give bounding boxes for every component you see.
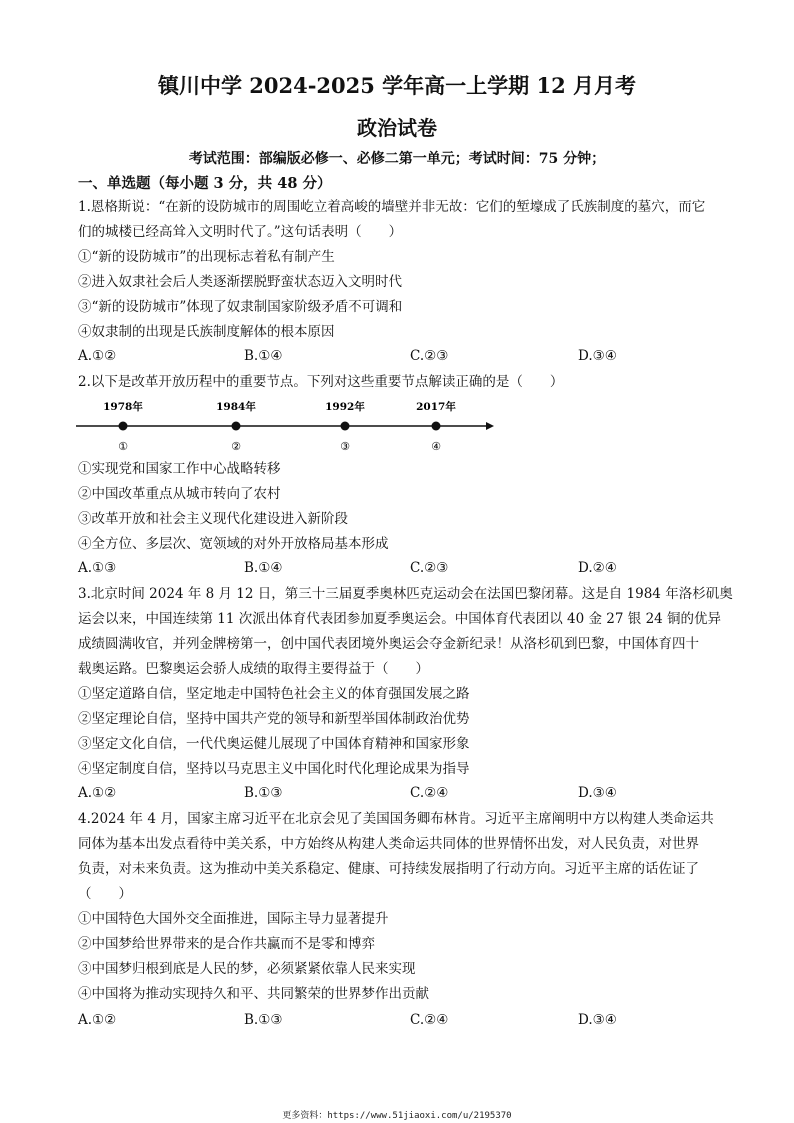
question-4-item-1: ①中国特色大国外交全面推进，国际主导力显著提升 xyxy=(78,911,389,927)
timeline-mark-4: ④ xyxy=(431,440,441,453)
option-d[interactable]: D.③④ xyxy=(578,1012,617,1028)
reform-timeline xyxy=(76,396,496,456)
option-b[interactable]: B.①③ xyxy=(244,1012,283,1028)
question-3-item-1: ①坚定道路自信，坚定地走中国特色社会主义的体育强国发展之路 xyxy=(78,686,470,702)
timeline-dot-1 xyxy=(119,422,128,431)
question-2-item-2: ②中国改革重点从城市转向了农村 xyxy=(78,486,281,502)
timeline-mark-3: ③ xyxy=(340,440,350,453)
question-4-item-2: ②中国梦给世界带来的是合作共赢而不是零和博弈 xyxy=(78,936,375,952)
question-1-item-3: ③“新的设防城市”体现了奴隶制国家阶级矛盾不可调和 xyxy=(78,299,403,315)
option-b[interactable]: B.①④ xyxy=(244,560,283,576)
question-3-line-3: 成绩圆满收官，并列金牌榜第一，创中国代表团境外奥运会夺金新纪录！从洛杉矶到巴黎，中国体育四十 xyxy=(78,636,699,652)
timeline-year-1: 1978年 xyxy=(103,401,143,413)
question-4-item-3: ③中国梦归根到底是人民的梦，必须紧紧依靠人民来实现 xyxy=(78,961,416,977)
option-c[interactable]: C.②③ xyxy=(410,348,449,364)
question-1-item-4: ④奴隶制的出现是氏族制度解体的根本原因 xyxy=(78,324,335,340)
exam-scope: 考试范围：部编版必修一、必修二第一单元；考试时间：75 分钟； xyxy=(188,151,606,167)
timeline-year-3: 1992年 xyxy=(325,401,365,413)
option-a[interactable]: A.①② xyxy=(78,785,117,801)
question-3-item-4: ④坚定制度自信，坚持以马克思主义中国化时代化理论成果为指导 xyxy=(78,761,470,777)
option-d[interactable]: D.③④ xyxy=(578,348,617,364)
timeline-dot-4 xyxy=(432,422,441,431)
question-4-line-2: 同体为基本出发点看待中美关系，中方始终从构建人类命运共同体的世界情怀出发，对人民负责，对世界 xyxy=(78,836,699,852)
question-1-item-1: ①“新的设防城市”的出现标志着私有制产生 xyxy=(78,249,335,265)
option-c[interactable]: C.②③ xyxy=(410,560,449,576)
question-3-line-2: 运会以来，中国连续第 11 次派出体育代表团参加夏季奥运会。中国体育代表团以 40 金 27 银 24 铜的优异 xyxy=(78,611,722,627)
option-d[interactable]: D.②④ xyxy=(578,560,617,576)
question-1-item-2: ②进入奴隶社会后人类逐渐摆脱野蛮状态迈入文明时代 xyxy=(78,274,402,290)
page-subtitle: 政治试卷 xyxy=(357,116,437,140)
option-d[interactable]: D.③④ xyxy=(578,785,617,801)
question-4-line-4: （ ） xyxy=(78,886,132,902)
option-b[interactable]: B.①③ xyxy=(244,785,283,801)
timeline-arrow xyxy=(486,422,494,430)
page-title: 镇川中学 2024-2025 学年高一上学期 12 月月考 xyxy=(157,73,637,98)
option-b[interactable]: B.①④ xyxy=(244,348,283,364)
option-a[interactable]: A.①② xyxy=(78,1012,117,1028)
option-a[interactable]: A.①② xyxy=(78,348,117,364)
timeline-year-4: 2017年 xyxy=(416,401,456,413)
question-3-line-1: 3.北京时间 2024 年 8 月 12 日，第三十三届夏季奥林匹克运动会在法国巴黎闭幕。这是自 1984 年洛杉矶奥 xyxy=(78,586,733,602)
question-3-line-4: 载奥运路。巴黎奥运会骄人成绩的取得主要得益于（ ） xyxy=(78,661,429,677)
question-1-line-2: 们的城楼已经高耸入文明时代了。”这句话表明（ ） xyxy=(78,224,403,240)
section-heading: 一、单选题（每小题 3 分，共 48 分） xyxy=(78,175,332,192)
timeline-year-2: 1984年 xyxy=(216,401,256,413)
question-3-item-3: ③坚定文化自信，一代代奥运健儿展现了中国体育精神和国家形象 xyxy=(78,736,470,752)
timeline-mark-2: ② xyxy=(231,440,241,453)
option-c[interactable]: C.②④ xyxy=(410,1012,449,1028)
question-1-line-1: 1.恩格斯说：“在新的设防城市的周围屹立着高峻的墙壁并非无故：它们的堑壕成了氏族制度的墓穴，而它 xyxy=(78,199,706,215)
question-2-item-3: ③改革开放和社会主义现代化建设进入新阶段 xyxy=(78,511,348,527)
question-2-item-4: ④全方位、多层次、宽领域的对外开放格局基本形成 xyxy=(78,536,389,552)
question-2-item-1: ①实现党和国家工作中心战略转移 xyxy=(78,461,281,477)
option-c[interactable]: C.②④ xyxy=(410,785,449,801)
timeline-dot-3 xyxy=(341,422,350,431)
footer-link[interactable]: 更多资料：https://www.51jiaoxi.com/u/2195370 xyxy=(282,1111,512,1121)
question-4-line-3: 负责，对未来负责。这为推动中美关系稳定、健康、可持续发展指明了行动方向。习近平主席的话佐证了 xyxy=(78,861,699,877)
question-2-line-1: 2.以下是改革开放历程中的重要节点。下列对这些重要节点解读正确的是（ ） xyxy=(78,374,564,390)
timeline-dot-2 xyxy=(232,422,241,431)
question-3-item-2: ②坚定理论自信，坚持中国共产党的领导和新型举国体制政治优势 xyxy=(78,711,470,727)
option-a[interactable]: A.①③ xyxy=(78,560,117,576)
timeline-mark-1: ① xyxy=(118,440,128,453)
question-4-line-1: 4.2024 年 4 月，国家主席习近平在北京会见了美国国务卿布林肯。习近平主席阐明中方以构建人类命运共 xyxy=(78,811,714,827)
question-4-item-4: ④中国将为推动实现持久和平、共同繁荣的世界梦作出贡献 xyxy=(78,986,429,1002)
